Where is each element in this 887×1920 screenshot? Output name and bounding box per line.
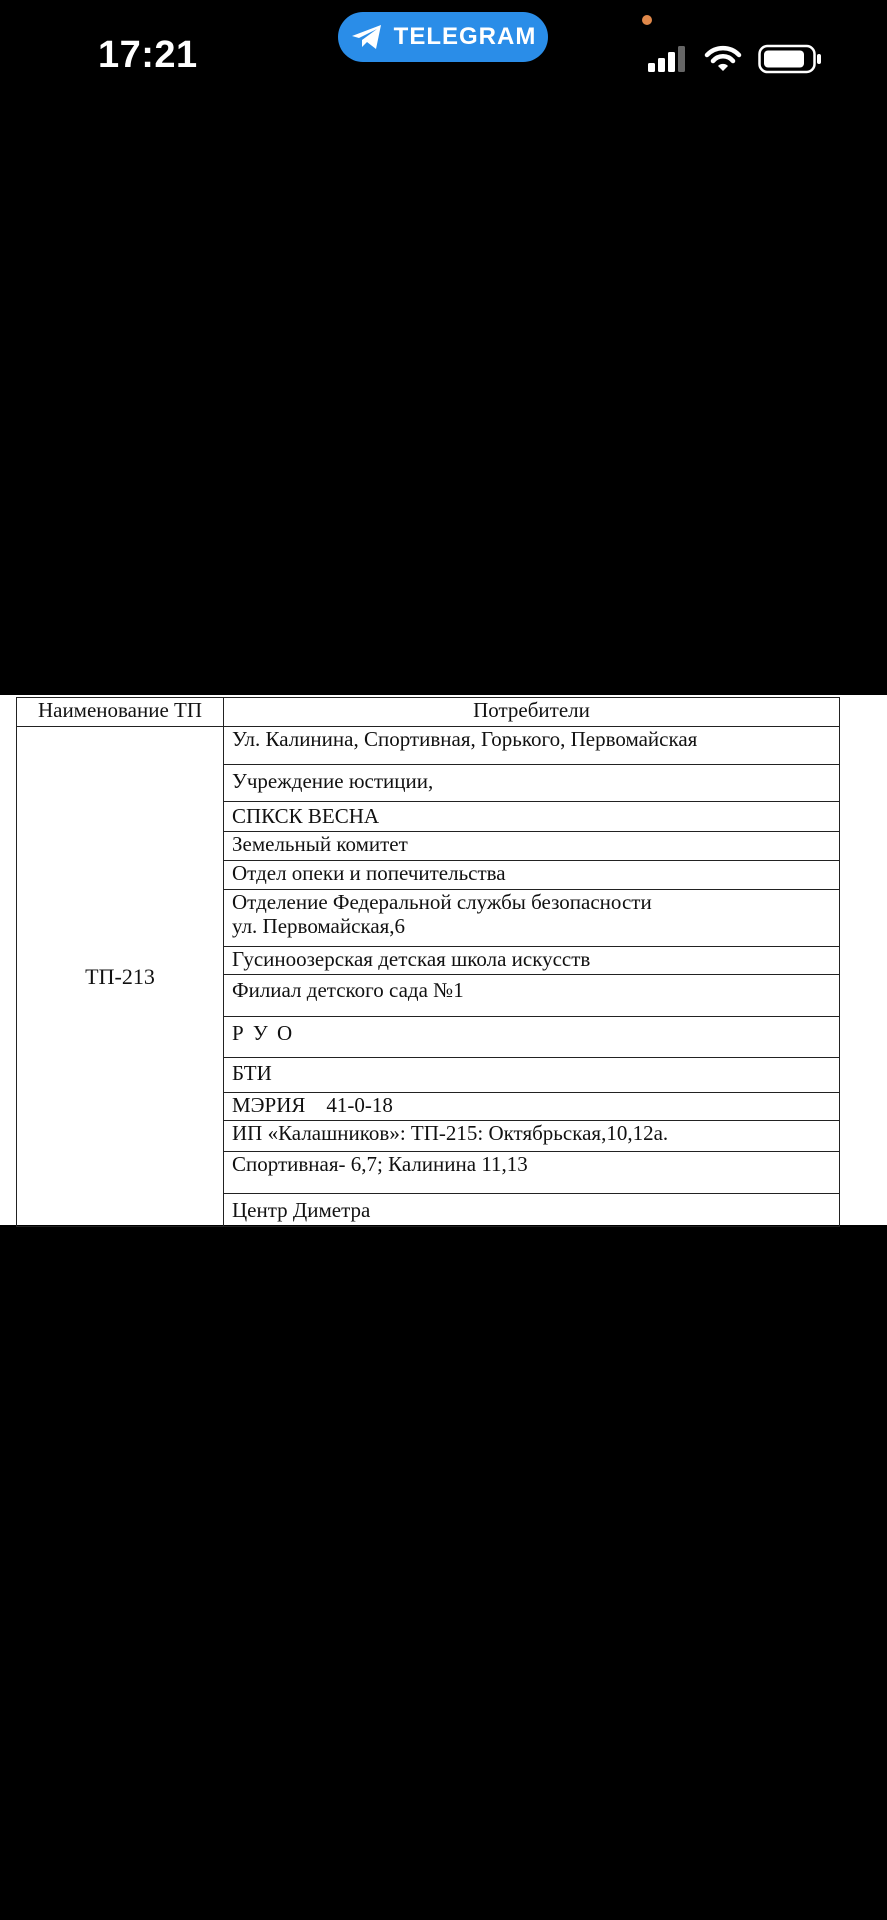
system-icons bbox=[646, 44, 822, 74]
battery-icon bbox=[758, 44, 822, 74]
cellular-signal-icon bbox=[646, 46, 688, 72]
telegram-return-pill[interactable] bbox=[338, 12, 548, 62]
consumer-cell: Р У О bbox=[224, 1017, 840, 1058]
consumer-line: Отделение Федеральной службы безопасности bbox=[232, 890, 652, 914]
consumer-cell bbox=[224, 890, 840, 947]
consumer-cell: БТИ bbox=[224, 1058, 840, 1093]
telegram-paper-plane-icon bbox=[350, 23, 384, 51]
status-bar bbox=[0, 0, 887, 110]
consumer-cell: ИП «Калашников»: ТП-215: Октябрьская,10,12а. bbox=[224, 1121, 840, 1152]
consumer-cell: Земельный комитет bbox=[224, 832, 840, 861]
table-header-row bbox=[17, 698, 840, 727]
consumer-cell: Учреждение юстиции, bbox=[224, 765, 840, 802]
consumer-line: ул. Первомайская,6 bbox=[232, 914, 406, 938]
consumer-cell: Ул. Калинина, Спортивная, Горького, Первомайская bbox=[224, 727, 840, 765]
wifi-icon bbox=[704, 45, 742, 73]
consumer-cell: Центр Диметра bbox=[224, 1194, 840, 1227]
consumer-cell: Отдел опеки и попечительства bbox=[224, 861, 840, 890]
telegram-pill-label: TELEGRAM bbox=[393, 23, 537, 50]
privacy-indicator-dot bbox=[642, 15, 652, 25]
consumers-table bbox=[16, 697, 840, 1227]
consumer-cell: МЭРИЯ 41-0-18 bbox=[224, 1093, 840, 1121]
table-row bbox=[17, 727, 840, 765]
tp-name: ТП-213 bbox=[85, 963, 155, 989]
consumer-cell: Филиал детского сада №1 bbox=[224, 975, 840, 1017]
consumer-cell: СПКСК ВЕСНА bbox=[224, 802, 840, 832]
consumer-cell: Спортивная- 6,7; Калинина 11,13 bbox=[224, 1152, 840, 1194]
document-image bbox=[0, 695, 887, 1225]
consumer-cell: Гусиноозерская детская школа искусств bbox=[224, 947, 840, 975]
tp-name-cell bbox=[17, 727, 224, 1227]
header-tp-name: Наименование ТП bbox=[17, 698, 224, 727]
status-time: 17:21 bbox=[98, 34, 198, 76]
header-consumers: Потребители bbox=[224, 698, 840, 727]
